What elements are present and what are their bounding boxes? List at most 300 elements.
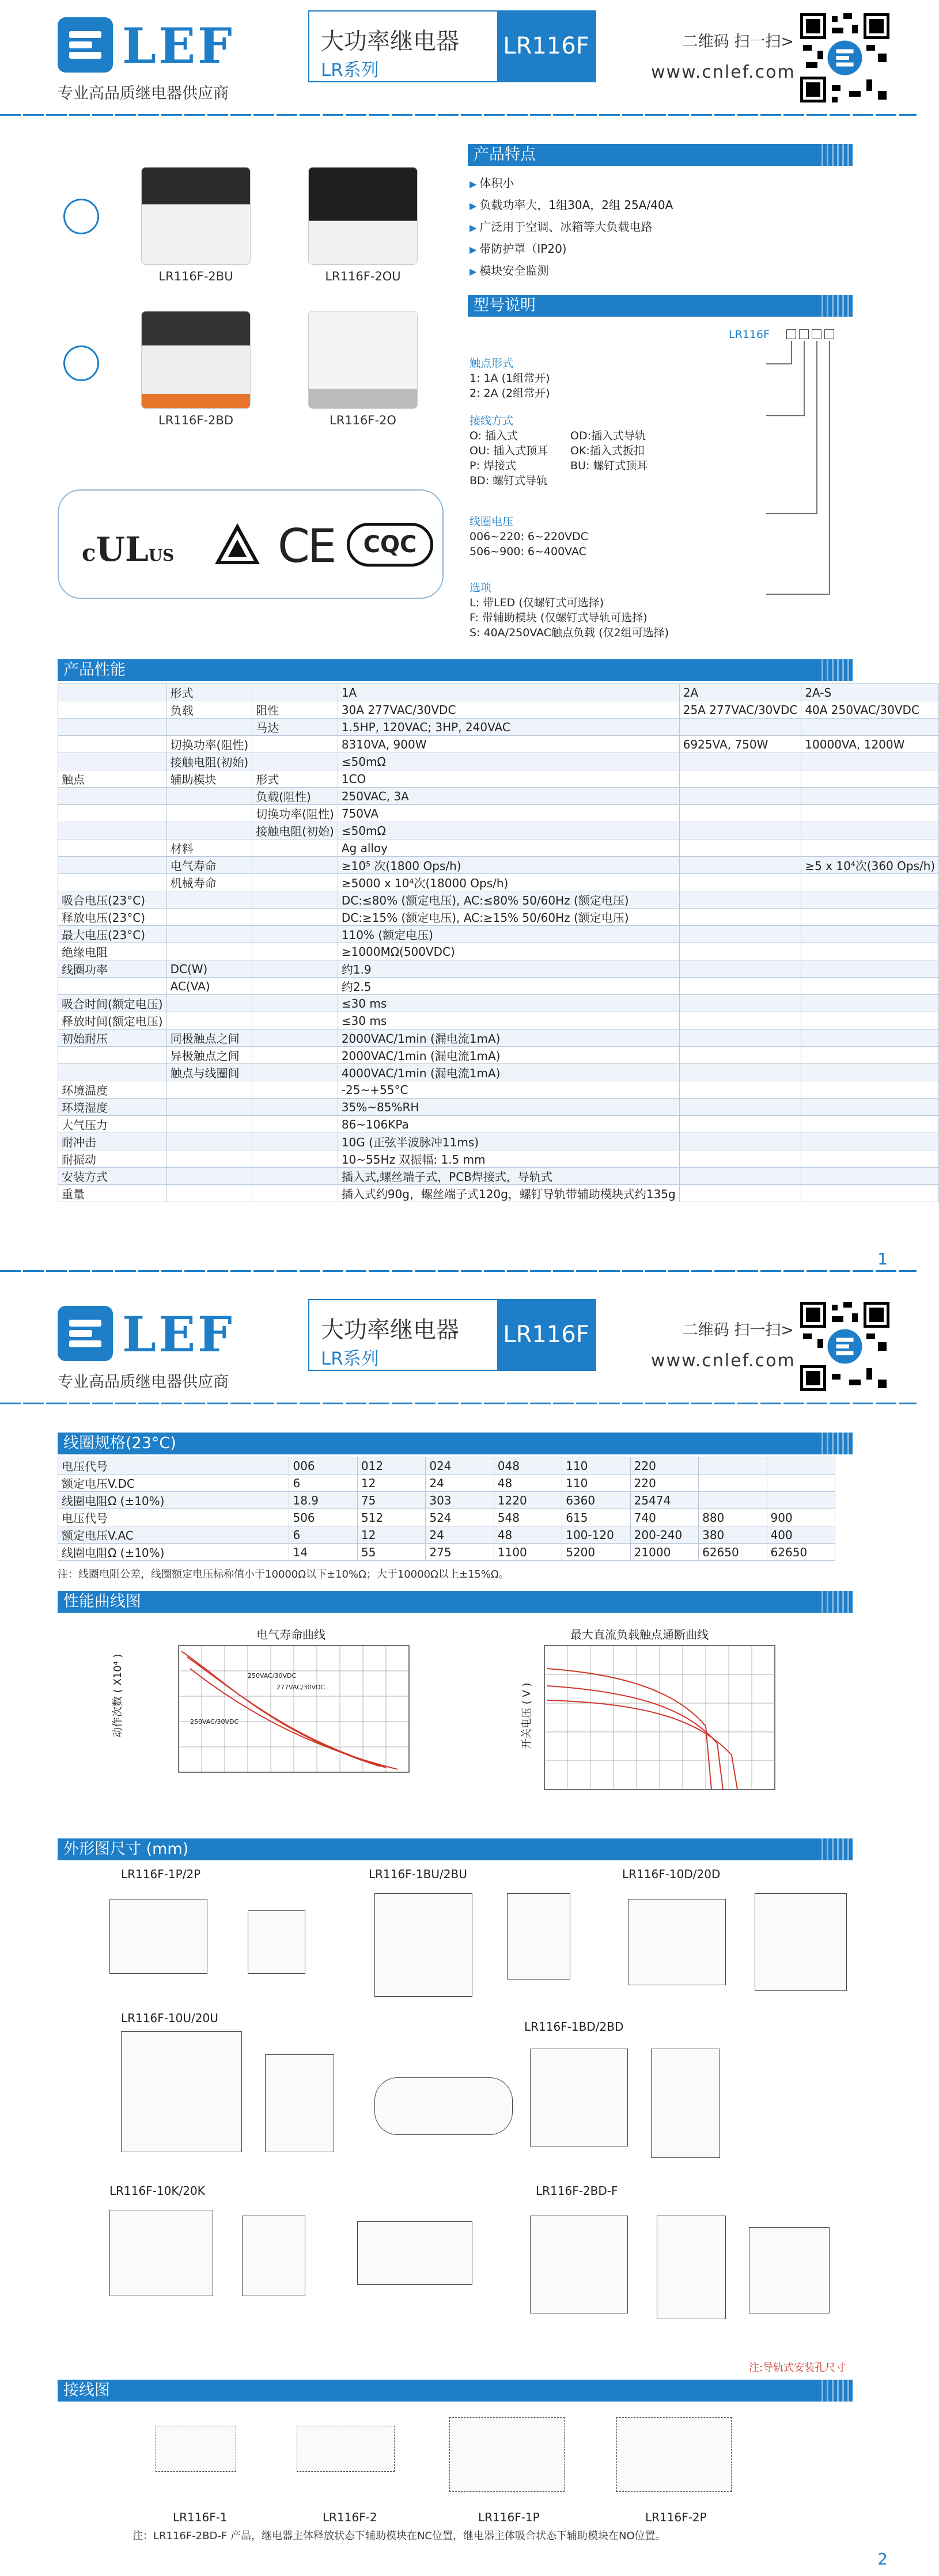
perf-cell: [252, 839, 338, 857]
dim-drawing: [374, 2077, 513, 2135]
dc-break-curve-chart: [533, 1646, 781, 1801]
perf-cell: 异极触点之间: [166, 1047, 252, 1064]
perf-cell: 30A 277VAC/30VDC: [338, 701, 679, 719]
perf-cell: [679, 995, 801, 1012]
perf-row: [58, 822, 939, 839]
coil-row: [58, 1475, 835, 1492]
dim-label: LR116F-10K/20K: [109, 2184, 205, 2198]
coil-cell: 110: [562, 1475, 630, 1492]
perf-row: [58, 719, 939, 736]
perf-row: [58, 1168, 939, 1185]
model-spec-title: 型号说明: [468, 295, 853, 317]
perf-cell: 2000VAC/1min (漏电流1mA): [338, 1029, 679, 1047]
perf-cell: [801, 719, 939, 736]
perf-cell: [252, 1116, 338, 1133]
perf-cell: [801, 1133, 939, 1150]
perf-cell: 辅助模块: [166, 770, 252, 788]
coil-cell: 100-120: [562, 1526, 630, 1544]
coil-cell: 220: [630, 1457, 698, 1475]
coil-cell: 615: [562, 1509, 630, 1526]
perf-cell: [166, 805, 252, 822]
perf-cell: [801, 909, 939, 926]
perf-cell: 负载(阻性): [252, 788, 338, 805]
perf-cell: 插入式,螺丝端子式，PCB焊接式，导轨式: [338, 1168, 679, 1185]
perf-cell: 同极触点之间: [166, 1029, 252, 1047]
chart2-title: 最大直流负载触点通断曲线: [570, 1628, 709, 1642]
product-2o: [297, 311, 429, 427]
coil-row: [58, 1509, 835, 1526]
perf-row: [58, 857, 939, 874]
relay-image-icon: [308, 311, 418, 409]
chart1-title: 电气寿命曲线: [256, 1628, 325, 1642]
series: LR系列: [321, 60, 379, 81]
perf-cell: [679, 960, 801, 978]
perf-cell: [252, 753, 338, 770]
dim-drawing: [109, 1899, 207, 1974]
perf-cell: [58, 1064, 167, 1081]
perf-row: [58, 736, 939, 753]
coil-cell: 电压代号: [58, 1509, 289, 1526]
perf-cell: 释放电压(23°C): [58, 909, 167, 926]
dim-drawing: [530, 2049, 628, 2146]
perf-cell: 环境温度: [58, 1081, 167, 1099]
coil-cell: 880: [699, 1509, 767, 1526]
perf-cell: 最大电压(23°C): [58, 926, 167, 943]
coil-cell: 额定电压V.AC: [58, 1526, 289, 1544]
logo-mark-icon: [58, 17, 113, 73]
dim-drawing: [242, 2216, 305, 2296]
perf-cell: 6925VA, 750W: [679, 736, 801, 753]
perf-row: [58, 926, 939, 943]
perf-cell: Ag alloy: [338, 839, 679, 857]
perf-cell: [58, 701, 167, 719]
ul-mark-icon: cULUS: [82, 530, 175, 569]
header: [0, 0, 917, 115]
perf-row: [58, 891, 939, 909]
perf-cell: [679, 1099, 801, 1116]
perf-cell: [801, 891, 939, 909]
coil-cell: 21000: [630, 1544, 698, 1561]
wiring-label: LR116F-1: [173, 2510, 228, 2524]
coil-row: [58, 1492, 835, 1509]
perf-cell: [679, 719, 801, 736]
perf-cell: 材料: [166, 839, 252, 857]
feature-item: ▶ 带防护罩（IP20): [470, 238, 673, 260]
page-number: 2: [877, 2550, 888, 2569]
model-badge: LR116F: [497, 12, 595, 81]
perf-cell: 10~55Hz 双振幅: 1.5 mm: [338, 1150, 679, 1168]
perf-cell: 40A 250VAC/30VDC: [801, 701, 939, 719]
perf-cell: 绝缘电阻: [58, 943, 167, 960]
perf-cell: 释放时间(额定电压): [58, 1012, 167, 1029]
options: 选项 L: 带LED (仅螺钉式可选择) F: 带辅助模块 (仅螺钉式导轨可选择) S: 40A/250VAC触点负载 (仅2组可选择): [470, 582, 669, 639]
feature-item: ▶ 体积小: [470, 173, 673, 195]
perf-cell: 切换功率(阻性): [166, 736, 252, 753]
coil-cell: 55: [357, 1544, 425, 1561]
certifications: [58, 489, 444, 599]
dim-drawing: [357, 2221, 472, 2285]
coil-row: [58, 1544, 835, 1561]
perf-row: [58, 874, 939, 891]
perf-cell: [166, 1012, 252, 1029]
perf-cell: 环境湿度: [58, 1099, 167, 1116]
dim-drawing: [628, 1899, 726, 1985]
dim-label: LR116F-1P/2P: [121, 1867, 201, 1881]
perf-cell: [58, 839, 167, 857]
perf-row: [58, 701, 939, 719]
perf-row: [58, 1081, 939, 1099]
perf-cell: DC:≥15% (额定电压), AC:≥15% 50/60Hz (额定电压): [338, 909, 679, 926]
perf-cell: [58, 857, 167, 874]
coil-cell: 506: [289, 1509, 357, 1526]
perf-cell: 约2.5: [338, 978, 679, 995]
perf-row: [58, 1047, 939, 1064]
coil-cell: 24: [426, 1475, 494, 1492]
perf-cell: [252, 943, 338, 960]
perf-cell: 形式: [252, 770, 338, 788]
perf-row: [58, 1150, 939, 1168]
coil-cell: 006: [289, 1457, 357, 1475]
coil-cell: 6: [289, 1526, 357, 1544]
page-divider: [0, 1270, 917, 1272]
perf-cell: 初始耐压: [58, 1029, 167, 1047]
dim-label: LR116F-1BD/2BD: [524, 2020, 624, 2034]
perf-cell: [166, 1099, 252, 1116]
coil-cell: 048: [494, 1457, 562, 1475]
coil-cell: 1100: [494, 1544, 562, 1561]
svg-text:277VAC/30VDC: 277VAC/30VDC: [277, 1684, 325, 1691]
perf-cell: [801, 995, 939, 1012]
perf-cell: 4000VAC/1min (漏电流1mA): [338, 1064, 679, 1081]
perf-cell: 10000VA, 1200W: [801, 736, 939, 753]
coil-cell: 24: [426, 1526, 494, 1544]
perf-row: [58, 1133, 939, 1150]
perf-cell: [801, 1099, 939, 1116]
svg-text:250VAC/30VDC: 250VAC/30VDC: [248, 1672, 297, 1680]
perf-row: [58, 805, 939, 822]
dim-label: LR116F-10U/20U: [121, 2011, 218, 2025]
perf-cell: 形式: [166, 684, 252, 701]
coil-cell: 25474: [630, 1492, 698, 1509]
logo-mark-icon: [58, 1306, 113, 1361]
coil-cell: 380: [699, 1526, 767, 1544]
coil-cell: 524: [426, 1509, 494, 1526]
wiring-label: LR116F-2P: [645, 2510, 707, 2524]
perf-cell: [801, 1185, 939, 1202]
dim-label: LR116F-1BU/2BU: [369, 1867, 467, 1881]
perf-cell: [252, 736, 338, 753]
perf-cell: [252, 891, 338, 909]
perf-cell: 吸合电压(23°C): [58, 891, 167, 909]
perf-cell: [801, 1029, 939, 1047]
qr-code-icon: [797, 1299, 892, 1394]
coil-cell: 6: [289, 1475, 357, 1492]
perf-cell: [801, 1168, 939, 1185]
perf-cell: 触点与线圈间: [166, 1064, 252, 1081]
perf-cell: 86~106KPa: [338, 1116, 679, 1133]
perf-cell: [252, 874, 338, 891]
wiring-diagram: [156, 2426, 236, 2472]
website[interactable]: www.cnlef.com: [651, 1351, 796, 1371]
perf-cell: 250VAC, 3A: [338, 788, 679, 805]
perf-cell: [679, 943, 801, 960]
perf-cell: DC(W): [166, 960, 252, 978]
product-caption: LR116F-2BD: [158, 413, 233, 427]
wiring-label: LR116F-1P: [478, 2510, 540, 2524]
perf-row: [58, 684, 939, 701]
perf-cell: [801, 822, 939, 839]
perf-cell: [679, 770, 801, 788]
perf-cell: 重量: [58, 1185, 167, 1202]
perf-cell: 阻性: [252, 701, 338, 719]
perf-cell: [679, 788, 801, 805]
series: LR系列: [321, 1348, 379, 1369]
product-2ou: [297, 167, 429, 283]
perf-cell: [166, 1116, 252, 1133]
perf-cell: 电气寿命: [166, 857, 252, 874]
coil-cell: 线圈电阻Ω (±10%): [58, 1492, 289, 1509]
perf-cell: [252, 857, 338, 874]
perf-cell: [679, 753, 801, 770]
perf-cell: 负载: [166, 701, 252, 719]
perf-row: [58, 788, 939, 805]
perf-cell: ≤50mΩ: [338, 822, 679, 839]
perf-cell: [58, 822, 167, 839]
coil-cell: [767, 1492, 835, 1509]
coil-cell: 线圈电阻Ω (±10%): [58, 1544, 289, 1561]
coil-row: [58, 1526, 835, 1544]
perf-cell: 750VA: [338, 805, 679, 822]
perf-cell: [252, 995, 338, 1012]
perf-cell: [801, 1012, 939, 1029]
perf-row: [58, 1116, 939, 1133]
qr-code-icon: [797, 10, 892, 105]
coil-row: [58, 1457, 835, 1475]
model-badge: LR116F: [497, 1300, 595, 1370]
coil-cell: 400: [767, 1526, 835, 1544]
dim-drawing: [265, 2054, 334, 2152]
perf-cell: ≥5000 x 10⁴次(18000 Ops/h): [338, 874, 679, 891]
cqc-mark-icon: CQC: [347, 523, 433, 567]
perf-cell: 2000VAC/1min (漏电流1mA): [338, 1047, 679, 1064]
perf-cell: 切换功率(阻性): [252, 805, 338, 822]
coil-cell: 62650: [699, 1544, 767, 1561]
perf-cell: [166, 1185, 252, 1202]
perf-cell: [679, 1064, 801, 1081]
chart2-ylabel: 开关电压 ( V ): [521, 1682, 533, 1749]
slogan: 专业高品质继电器供应商: [58, 1373, 229, 1391]
dim-drawing: [121, 2031, 242, 2152]
perf-cell: 触点: [58, 770, 167, 788]
perf-cell: [679, 874, 801, 891]
perf-cell: [166, 1133, 252, 1150]
perf-cell: [801, 943, 939, 960]
perf-cell: [679, 1133, 801, 1150]
coil-cell: 12: [357, 1475, 425, 1492]
relay-image-icon: [141, 311, 251, 409]
coil-table: [58, 1457, 835, 1561]
perf-cell: [679, 805, 801, 822]
perf-cell: [58, 719, 167, 736]
wiring-diagram: [297, 2426, 395, 2472]
loupe-icon: [63, 345, 99, 381]
perf-cell: [801, 805, 939, 822]
dim-note: 注:导轨式安装孔尺寸: [749, 2362, 846, 2374]
coil-cell: 548: [494, 1509, 562, 1526]
coil-cell: [767, 1457, 835, 1475]
page-1: [0, 0, 936, 1287]
product-caption: LR116F-2O: [330, 413, 396, 427]
perf-cell: [801, 978, 939, 995]
perf-cell: DC:≤80% (额定电压), AC:≤80% 50/60Hz (额定电压): [338, 891, 679, 909]
brand-name: LEF: [122, 1306, 234, 1363]
dim-drawing: [109, 2210, 213, 2296]
perf-cell: [801, 839, 939, 857]
dim-drawing: [248, 1910, 305, 1974]
perf-cell: [166, 719, 252, 736]
perf-row: [58, 770, 939, 788]
perf-cell: ≥1000MΩ(500VDC): [338, 943, 679, 960]
perf-cell: 1CO: [338, 770, 679, 788]
product-title-box: [308, 1299, 596, 1371]
feature-item: ▶ 模块安全监测: [470, 260, 673, 282]
perf-cell: [801, 1116, 939, 1133]
perf-cell: [679, 1047, 801, 1064]
perf-cell: [58, 978, 167, 995]
page-number: 1: [877, 1249, 888, 1268]
perf-cell: 插入式约90g，螺丝端子式120g，螺钉导轨带辅助模块式约135g: [338, 1185, 679, 1202]
perf-cell: [252, 1099, 338, 1116]
perf-cell: 10G (正弦半波脉冲11ms): [338, 1133, 679, 1150]
slogan: 专业高品质继电器供应商: [58, 85, 229, 102]
coil-cell: 512: [357, 1509, 425, 1526]
perf-cell: [679, 1150, 801, 1168]
svg-text:250VAC/30VDC: 250VAC/30VDC: [190, 1718, 239, 1726]
perf-cell: 25A 277VAC/30VDC: [679, 701, 801, 719]
perf-cell: [58, 805, 167, 822]
perf-cell: [166, 926, 252, 943]
performance-title: 产品性能: [58, 659, 853, 681]
coil-cell: 012: [357, 1457, 425, 1475]
qr-label: 二维码 扫一扫>: [682, 33, 794, 51]
product-2bu: [130, 167, 262, 283]
dim-drawing: [755, 1893, 847, 1991]
perf-cell: [801, 926, 939, 943]
wiring-diagram: [449, 2417, 565, 2492]
perf-cell: 接触电阻(初始): [166, 753, 252, 770]
perf-cell: [679, 822, 801, 839]
perf-cell: [252, 684, 338, 701]
perf-cell: [166, 822, 252, 839]
perf-cell: [58, 753, 167, 770]
chart1-ylabel: 动作次数 ( X10⁴ ): [112, 1654, 124, 1738]
title-cn: 大功率继电器: [321, 28, 459, 55]
perf-cell: [801, 960, 939, 978]
perf-cell: [252, 926, 338, 943]
contact-form: 触点形式 1: 1A (1组常开) 2: 2A (2组常开): [470, 357, 550, 400]
wiring-diagram: [616, 2417, 732, 2492]
perf-cell: [252, 1133, 338, 1150]
page-2: [0, 1289, 917, 2576]
perf-cell: [166, 1168, 252, 1185]
perf-cell: [252, 1081, 338, 1099]
product-title-box: [308, 10, 596, 82]
perf-row: [58, 1012, 939, 1029]
model-code-boxes: [786, 329, 834, 341]
dim-label: LR116F-2BD-F: [536, 2184, 618, 2198]
perf-cell: [166, 1150, 252, 1168]
coil-cell: 5200: [562, 1544, 630, 1561]
tuv-triangle-icon: [214, 522, 260, 568]
perf-cell: [252, 1185, 338, 1202]
coil-cell: 14: [289, 1544, 357, 1561]
dim-drawing: [749, 2227, 830, 2313]
perf-cell: [58, 1047, 167, 1064]
perf-cell: [252, 1047, 338, 1064]
coil-cell: 220: [630, 1475, 698, 1492]
perf-cell: 约1.9: [338, 960, 679, 978]
perf-cell: [58, 736, 167, 753]
perf-cell: [252, 1150, 338, 1168]
perf-cell: [252, 978, 338, 995]
perf-cell: 大气压力: [58, 1116, 167, 1133]
coil-cell: 110: [562, 1457, 630, 1475]
perf-cell: 110% (额定电压): [338, 926, 679, 943]
perf-cell: 1A: [338, 684, 679, 701]
dim-drawing: [507, 1893, 570, 1980]
perf-cell: [679, 891, 801, 909]
perf-cell: 线圈功率: [58, 960, 167, 978]
features-list: [470, 173, 673, 282]
perf-row: [58, 1064, 939, 1081]
perf-cell: [679, 1012, 801, 1029]
perf-row: [58, 995, 939, 1012]
relay-image-icon: [308, 167, 418, 265]
performance-table: [58, 683, 939, 1202]
coil-cell: [699, 1457, 767, 1475]
perf-row: [58, 1029, 939, 1047]
coil-cell: 024: [426, 1457, 494, 1475]
perf-row: [58, 978, 939, 995]
perf-cell: 吸合时间(额定电压): [58, 995, 167, 1012]
perf-row: [58, 943, 939, 960]
coil-cell: [699, 1475, 767, 1492]
perf-cell: 机械寿命: [166, 874, 252, 891]
perf-cell: ≤30 ms: [338, 995, 679, 1012]
dim-drawing: [374, 1893, 472, 1997]
website[interactable]: www.cnlef.com: [651, 62, 796, 82]
perf-cell: [166, 1081, 252, 1099]
perf-cell: [166, 909, 252, 926]
perf-cell: [679, 1116, 801, 1133]
wiring-note: 注：LR116F-2BD-F 产品，继电器主体释放状态下辅助模块在NC位置，继电器主体吸合状态下辅助模块在NO位置。: [132, 2530, 666, 2542]
perf-cell: [58, 788, 167, 805]
perf-cell: -25~+55°C: [338, 1081, 679, 1099]
perf-cell: [679, 857, 801, 874]
header-divider: [0, 1403, 917, 1404]
model-code: LR116F: [729, 328, 770, 341]
perf-cell: [58, 684, 167, 701]
product-caption: LR116F-2OU: [325, 269, 401, 283]
perf-cell: 1.5HP, 120VAC; 3HP, 240VAC: [338, 719, 679, 736]
brand-logo: [58, 1306, 242, 1369]
coil-title: 线圈规格(23°C): [58, 1433, 853, 1454]
coil-cell: [767, 1475, 835, 1492]
wiring-title: 接线图: [58, 2380, 853, 2402]
perf-cell: 8310VA, 900W: [338, 736, 679, 753]
perf-cell: [679, 1168, 801, 1185]
perf-cell: 接触电阻(初始): [252, 822, 338, 839]
